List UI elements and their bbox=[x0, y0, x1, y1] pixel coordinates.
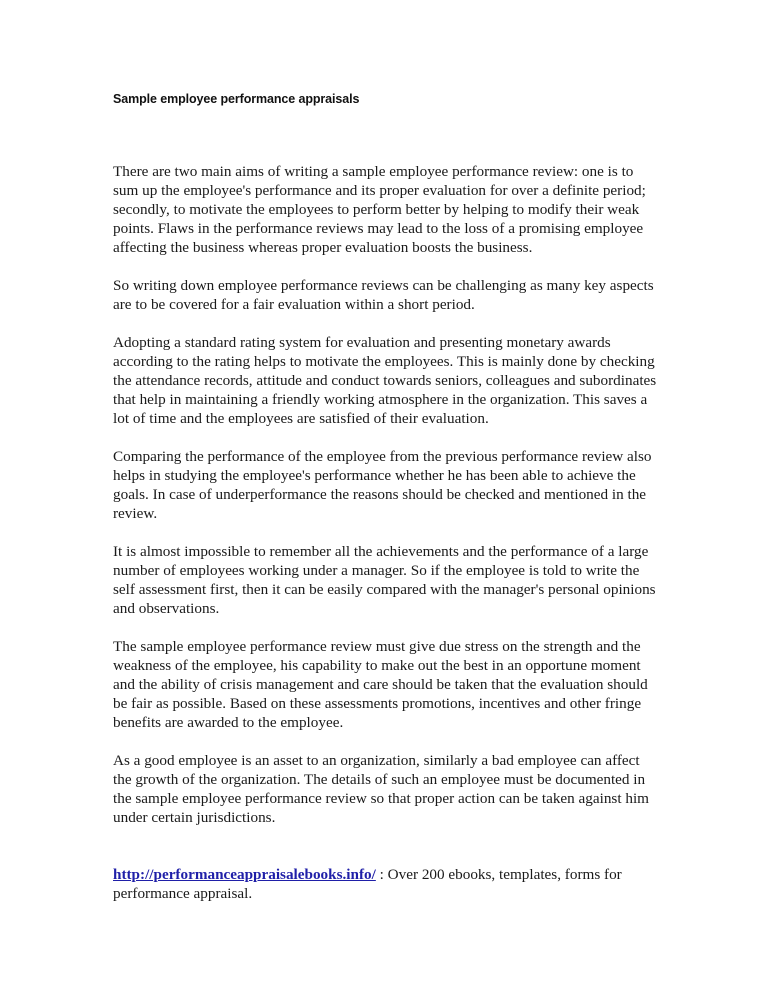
document-body bbox=[113, 162, 661, 922]
paragraph-self-assessment: It is almost impossible to remember all the achievements and the performance of a large number of employees working under a manager. So if the employee is told to write the self assessment first, then it can be easily compared with the manager's personal opinions and observations. bbox=[113, 543, 656, 617]
paragraph-aims: There are two main aims of writing a sample employee performance review: one is to sum up the employee's performance and its proper evaluation for over a definite period; secondly, to motivate the employees to perform better by helping to modify their weak points. Flaws in the performance reviews may lead to the loss of a promising employee affecting the business whereas proper evaluation boosts the business. bbox=[113, 163, 646, 256]
paragraph-strengths-weaknesses: The sample employee performance review must give due stress on the strength and the weakness of the employee, his capability to make out the best in an opportune moment and the ability of crisis management and care should be taken that the evaluation should be fair as possible. Based on these assessments promotions, incentives and other fringe benefits are awarded to the employee. bbox=[113, 638, 648, 731]
ebooks-link[interactable]: http://performanceappraisalebooks.info/ bbox=[113, 866, 376, 883]
paragraph-comparison: Comparing the performance of the employee from the previous performance review also helps in studying the employee's performance whether he has been able to achieve the goals. In case of underperformance the reasons should be checked and mentioned in the review. bbox=[113, 448, 652, 522]
paragraph-challenges: So writing down employee performance reviews can be challenging as many key aspects are to be covered for a fair evaluation within a short period. bbox=[113, 277, 654, 313]
footer-description: : Over 200 ebooks, templates, forms for performance appraisal. bbox=[113, 866, 622, 902]
paragraph-bad-employee: As a good employee is an asset to an organization, similarly a bad employee can affect the growth of the organization. The details of such an employee must be documented in the sample employee performance review so that proper action can be taken against him under certain jurisdictions. bbox=[113, 752, 649, 826]
document-title: Sample employee performance appraisals bbox=[113, 92, 360, 106]
paragraph-rating-system: Adopting a standard rating system for evaluation and presenting monetary awards according to the rating helps to motivate the employees. This is mainly done by checking the attendance records, attitude and conduct towards seniors, colleagues and subordinates that help in maintaining a friendly working atmosphere in the organization. This saves a lot of time and the employees are satisfied of their evaluation. bbox=[113, 334, 657, 427]
footer-paragraph bbox=[113, 865, 661, 903]
